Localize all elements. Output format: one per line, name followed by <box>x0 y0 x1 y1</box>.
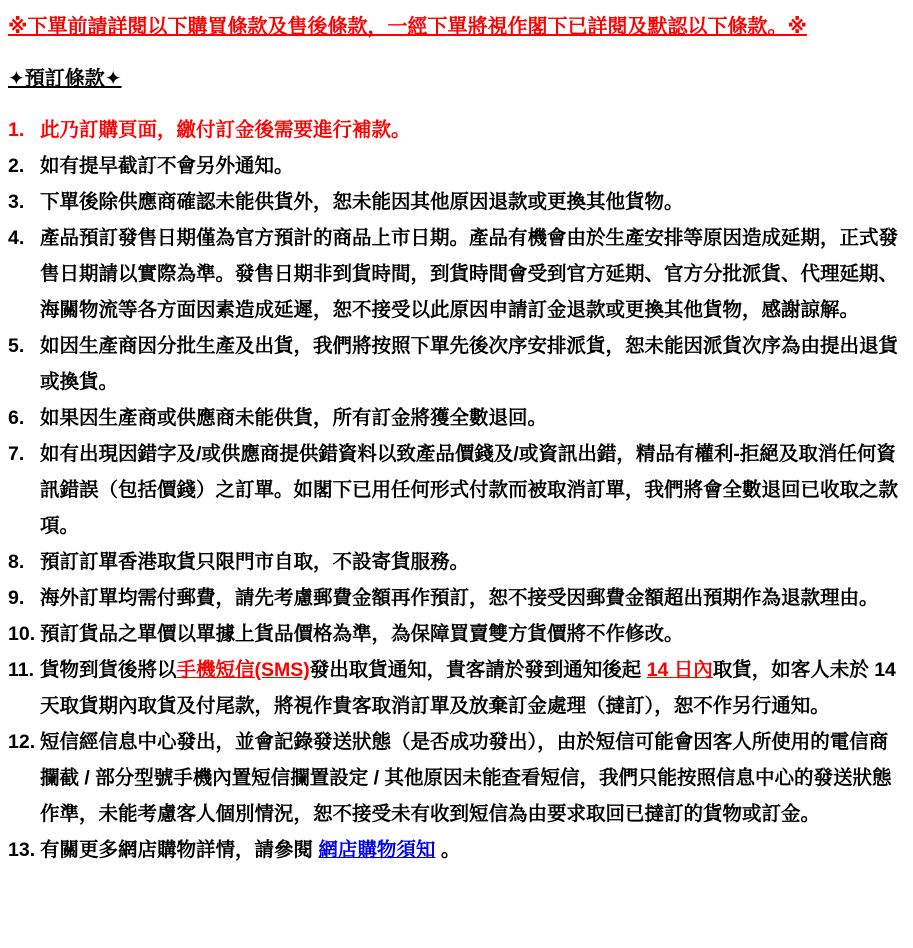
term-text-segment: 如果因生產商或供應商未能供貨，所有訂金將獲全數退回。 <box>40 407 548 429</box>
term-number: 7. <box>8 443 25 465</box>
term-text <box>40 436 903 544</box>
term-number: 4. <box>8 227 25 249</box>
term-item <box>8 184 903 220</box>
term-text <box>40 616 903 652</box>
shop-guide-link[interactable]: 網店購物須知 <box>318 839 436 861</box>
term-text-segment: 如因生產商因分批生產及出貨，我們將按照下單先後次序安排派貨，恕未能因派貨次序為由提出退貨或換貨。 <box>40 335 899 393</box>
term-text <box>40 832 903 868</box>
term-text <box>40 400 903 436</box>
term-number: 10. <box>8 623 36 645</box>
term-text <box>40 148 903 184</box>
term-item <box>8 652 903 724</box>
term-text <box>40 328 903 400</box>
term-item <box>8 220 903 328</box>
term-number: 6. <box>8 407 25 429</box>
term-text <box>40 724 903 832</box>
term-number: 2. <box>8 155 25 177</box>
term-text-segment: 14 日內 <box>646 659 713 681</box>
term-number: 5. <box>8 335 25 357</box>
term-text-segment: 貨物到貨後將以 <box>40 659 177 681</box>
terms-warning-header: ※下單前請詳閱以下購買條款及售後條款，一經下單將視作閣下已詳閱及默認以下條款。※ <box>8 16 807 38</box>
term-item <box>8 400 903 436</box>
term-text-segment: 發出取貨通知，貴客請於發到通知後起 <box>309 659 647 681</box>
term-item <box>8 724 903 832</box>
term-item <box>8 148 903 184</box>
section-title-preorder-terms: ✦預訂條款✦ <box>8 68 122 90</box>
term-text-segment: 取貨，如客人未於 14 天取貨期內取貨及付尾款，將視作貴客取消訂單及放棄訂金處理（撻訂），恕不作另行通知。 <box>40 659 896 717</box>
term-item <box>8 616 903 652</box>
term-text <box>40 184 903 220</box>
term-text-segment: 手機短信(SMS) <box>176 659 310 681</box>
term-number: 3. <box>8 191 25 213</box>
term-item <box>8 544 903 580</box>
term-text-segment: 有關更多網店購物詳情，請參閱 <box>40 839 319 861</box>
term-text-segment: 下單後除供應商確認未能供貨外，恕未能因其他原因退款或更換其他貨物。 <box>40 191 684 213</box>
term-number: 9. <box>8 587 25 609</box>
term-text-segment: 短信經信息中心發出，並會記錄發送狀態（是否成功發出），由於短信可能會因客人所使用的電信商攔截 / 部分型號手機內置短信攔置設定 / 其他原因未能查看短信，我們只能按照信息中心的發送狀態作準，未能考慮客人個別情況，恕不接受未有收到短信為由要求取回已撻訂的貨物或訂金。 <box>40 731 892 825</box>
term-number: 8. <box>8 551 25 573</box>
term-item <box>8 328 903 400</box>
term-text <box>40 220 903 328</box>
term-item <box>8 436 903 544</box>
term-item <box>8 112 903 148</box>
term-text-segment: 如有出現因錯字及/或供應商提供錯資料以致產品價錢及/或資訊出錯，精品有權利-拒絕及取消任何資訊錯誤（包括價錢）之訂單。如閣下已用任何形式付款而被取消訂單，我們將會全數退回已收取之款項。 <box>40 443 899 537</box>
term-text-segment: 如有提早截訂不會另外通知。 <box>40 155 294 177</box>
term-text-segment: 預訂訂單香港取貨只限門市自取，不設寄貨服務。 <box>40 551 470 573</box>
term-number: 11. <box>8 659 35 681</box>
term-text <box>40 544 903 580</box>
term-text-segment: 海外訂單均需付郵費，請先考慮郵費金額再作預訂，恕不接受因郵費金額超出預期作為退款理由。 <box>40 587 879 609</box>
term-text <box>40 580 903 616</box>
term-text-segment: 預訂貨品之單價以單據上貨品價格為準，為保障買賣雙方貨價將不作修改。 <box>40 623 684 645</box>
term-text-segment: 此乃訂購頁面，繳付訂金後需要進行補款。 <box>40 119 411 141</box>
term-text-segment: 產品預訂發售日期僅為官方預計的商品上市日期。產品有機會由於生產安排等原因造成延期，正式發售日期請以實際為準。發售日期非到貨時間，到貨時間會受到官方延期、官方分批派貨、代理延期、海關物流等各方面因素造成延遲，恕不接受以此原因申請訂金退款或更換其他貨物，感謝諒解。 <box>40 227 899 321</box>
term-text <box>40 652 903 724</box>
terms-list <box>8 112 903 868</box>
term-item <box>8 832 903 868</box>
term-number: 1. <box>8 119 25 141</box>
term-number: 12. <box>8 731 36 753</box>
term-text <box>40 112 903 148</box>
term-item <box>8 580 903 616</box>
term-text-segment: 。 <box>435 839 461 861</box>
term-number: 13. <box>8 839 36 861</box>
